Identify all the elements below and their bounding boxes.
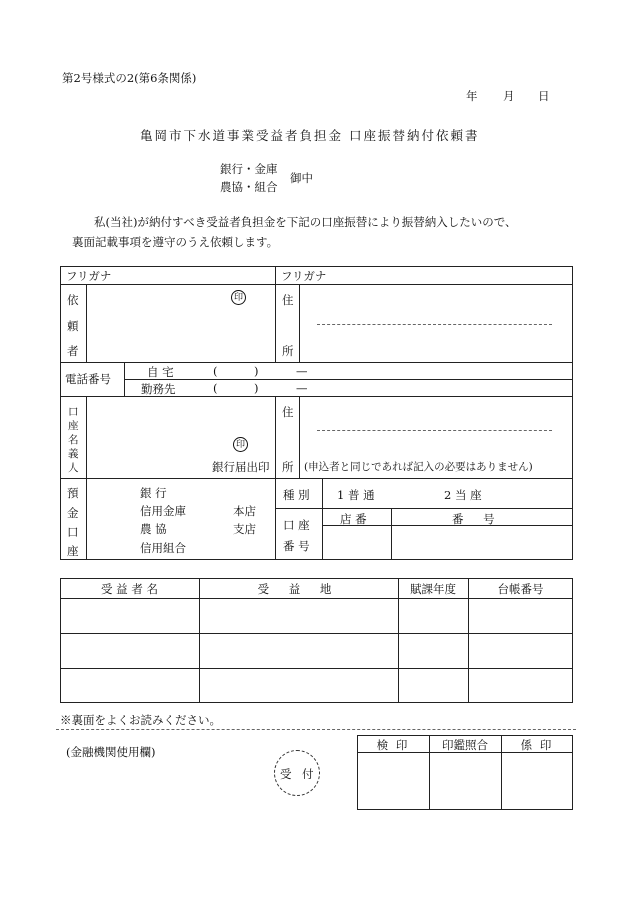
table-row[interactable] xyxy=(62,600,197,631)
table-row[interactable] xyxy=(62,635,197,666)
account-holder-label-char: 義 xyxy=(68,448,79,460)
account-number-label-line2: 番 号 xyxy=(283,539,310,553)
table-header-levy-year: 賦課年度 xyxy=(410,582,456,596)
shinkumi-option[interactable]: 信用組合 xyxy=(140,541,186,555)
table-header-ledger-number: 台帳番号 xyxy=(497,582,544,596)
phone-work-field[interactable] xyxy=(220,380,560,395)
intro-text-line2: 裏面記載事項を遵守のうえ依頼します。 xyxy=(72,235,279,249)
check-header-staff-seal: 係 印 xyxy=(520,738,554,752)
furigana-name-label: フリガナ xyxy=(66,269,112,283)
same-as-applicant-note: (申込者と同じであれば記入の必要はありません) xyxy=(304,461,533,473)
phone-home-paren-close: ) xyxy=(254,364,259,378)
table-row[interactable] xyxy=(470,670,571,701)
phone-home-label: 自 宅 xyxy=(147,365,174,379)
phone-work-paren-open: ( xyxy=(213,381,218,395)
form-number: 第2号様式の2(第6条関係) xyxy=(62,71,197,85)
account-type-futsu[interactable]: 1 普 通 xyxy=(337,488,375,502)
table-row[interactable] xyxy=(470,635,571,666)
account-holder-label-char: 人 xyxy=(68,462,79,474)
table-row[interactable] xyxy=(201,635,396,666)
table-row[interactable] xyxy=(470,600,571,631)
nokyo-option[interactable]: 農 協 xyxy=(140,522,167,536)
check-header-seal-verify: 印鑑照合 xyxy=(442,738,488,752)
table-row[interactable] xyxy=(400,635,466,666)
account-holder-name-field[interactable] xyxy=(90,398,270,454)
reception-stamp-char: 受 xyxy=(280,767,292,781)
table-row[interactable] xyxy=(62,670,197,701)
table-row[interactable] xyxy=(400,600,466,631)
applicant-label-char: 依 xyxy=(67,293,79,307)
reception-stamp-char: 付 xyxy=(302,767,314,781)
account-type-label: 種 別 xyxy=(283,488,310,502)
table-header-beneficiary-land: 受 益 地 xyxy=(257,582,340,596)
shinkin-option[interactable]: 信用金庫 xyxy=(140,504,186,518)
bank-type-line2: 農協・組合 xyxy=(220,180,278,194)
deposit-label-char: 口 xyxy=(67,525,79,539)
account-holder-address-char: 所 xyxy=(282,460,294,474)
staff-seal-field[interactable] xyxy=(503,754,571,808)
account-number-field[interactable] xyxy=(393,527,571,558)
applicant-label-char: 者 xyxy=(67,344,79,358)
applicant-name-field[interactable] xyxy=(90,284,270,362)
account-number-label-line1: 口 座 xyxy=(283,518,310,532)
phone-label: 電話番号 xyxy=(65,372,111,386)
table-row[interactable] xyxy=(201,600,396,631)
applicant-seal-mark: 印 xyxy=(231,290,246,305)
applicant-address-char: 所 xyxy=(282,344,294,358)
account-number-header: 番 号 xyxy=(452,512,503,526)
bank-use-label: (金融機関使用欄) xyxy=(66,745,156,759)
deposit-label-char: 座 xyxy=(67,544,79,558)
bank-seal-label: 銀行届出印 xyxy=(212,460,270,474)
bank-name-field[interactable] xyxy=(90,480,225,558)
phone-home-paren-open: ( xyxy=(213,364,218,378)
date-day-label: 日 xyxy=(538,89,550,103)
furigana-address-label: フリガナ xyxy=(281,269,327,283)
table-row[interactable] xyxy=(400,670,466,701)
account-type-toza[interactable]: 2 当 座 xyxy=(444,488,482,502)
phone-work-dash: — xyxy=(296,381,308,395)
bank-type-line1: 銀行・金庫 xyxy=(220,162,278,176)
date-month-label: 月 xyxy=(503,89,515,103)
phone-work-paren-close: ) xyxy=(254,381,259,395)
account-holder-label-char: 名 xyxy=(68,434,79,446)
applicant-label-char: 頼 xyxy=(67,319,79,333)
bank-option[interactable]: 銀 行 xyxy=(140,486,167,500)
branch-number-header: 店 番 xyxy=(340,512,367,526)
account-holder-label-char: 座 xyxy=(68,420,79,432)
form-title: 亀岡市下水道事業受益者負担金 口座振替納付依頼書 xyxy=(140,128,480,143)
inspection-seal-field[interactable] xyxy=(359,754,427,808)
account-holder-label-char: 口 xyxy=(68,406,79,418)
account-holder-seal-mark: 印 xyxy=(233,437,248,452)
intro-text-line1: 私(当社)が納付すべき受益者負担金を下記の口座振替により振替納入したいので、 xyxy=(94,215,517,229)
account-holder-address-field[interactable] xyxy=(302,398,570,454)
account-holder-address-char: 住 xyxy=(282,405,294,419)
phone-home-field[interactable] xyxy=(220,363,560,378)
shiten-option[interactable]: 支店 xyxy=(233,522,256,536)
table-row[interactable] xyxy=(201,670,396,701)
applicant-address-field[interactable] xyxy=(302,286,570,360)
deposit-label-char: 預 xyxy=(67,486,79,500)
seal-verify-field[interactable] xyxy=(431,754,499,808)
phone-work-label: 勤務先 xyxy=(141,382,176,396)
phone-home-dash: — xyxy=(296,364,308,378)
reverse-side-note: ※裏面をよくお読みください。 xyxy=(60,713,221,727)
branch-number-field[interactable] xyxy=(324,527,389,558)
applicant-address-char: 住 xyxy=(282,293,294,307)
check-header-inspection: 検 印 xyxy=(376,738,410,752)
deposit-label-char: 金 xyxy=(67,506,79,520)
table-header-beneficiary-name: 受 益 者 名 xyxy=(101,582,158,596)
honten-option[interactable]: 本店 xyxy=(233,504,256,518)
onchu-label: 御中 xyxy=(290,171,313,185)
date-year-label: 年 xyxy=(466,89,478,103)
